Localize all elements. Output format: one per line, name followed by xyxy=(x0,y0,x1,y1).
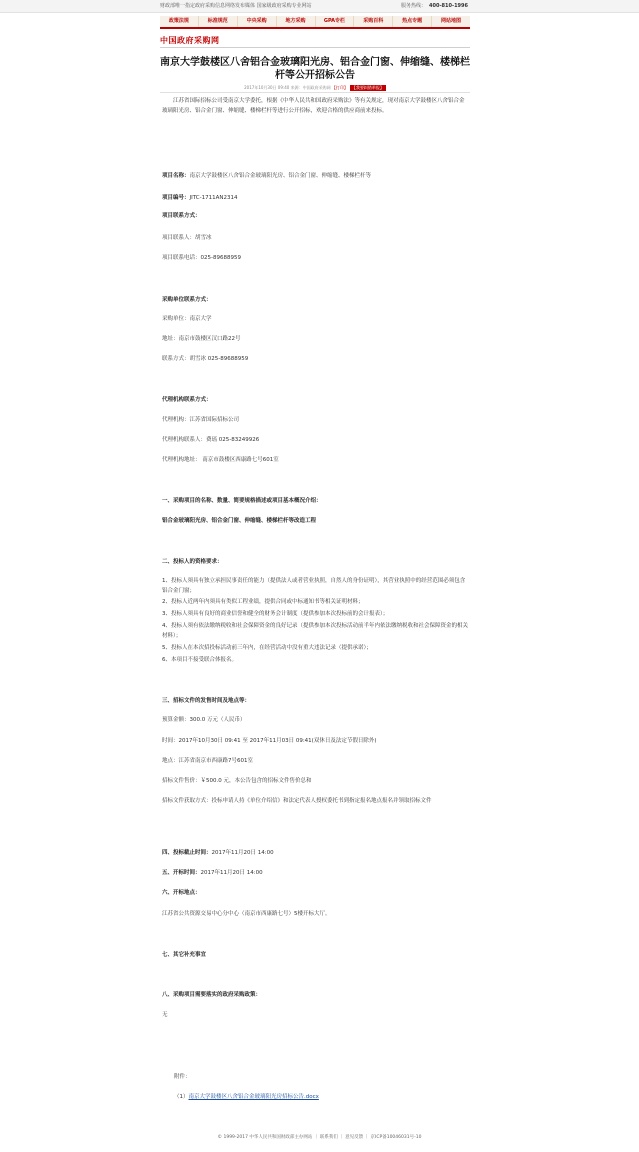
footer xyxy=(0,1134,639,1140)
footer-copyright: © 1999-2017 中华人民共和国财政部主办网站 ｜ xyxy=(217,1135,320,1140)
qualification-item: 5、投标人在本次招投标活动前三年内，在经营活动中没有重大违法记录（提供承诺）； xyxy=(162,645,372,651)
project-name-line xyxy=(162,171,371,181)
section-1-content: 铝合金玻璃阳光房、铝合金门窗、伸缩缝、楼梯栏杆等改造工程 xyxy=(162,518,317,524)
agency-address: 代理机构地址： 南京市鼓楼区西康路七号601室 xyxy=(162,457,279,463)
qualification-item: 1、投标人须具有独立承担民事责任的能力（提供法人或者营业执照，自然人的身份证明），其营业执照中的经营范围必须包含铝合金门窗； xyxy=(162,578,466,594)
project-no-value: JITC-1711AN2314 xyxy=(189,195,238,201)
intro-paragraph: 江苏省国际招标公司受南京大学委托，根据《中华人民共和国政府采购法》等有关规定，现对南京大学鼓楼区八舍铝合金玻璃阳光房、铝合金门窗、伸缩缝、楼梯栏杆等进行公开招标，欢迎合格的供应商前来投标。 xyxy=(162,98,465,114)
agency-name: 代理机构：江苏省国际招标公司 xyxy=(162,417,240,423)
feedback-link[interactable]: 意见反馈 xyxy=(345,1135,364,1140)
project-name-value: 南京大学鼓楼区八舍铝合金玻璃阳光房、铝合金门窗、伸缩缝、楼梯栏杆等 xyxy=(189,173,372,179)
attachment-link[interactable]: 南京大学鼓楼区八舍铝合金玻璃阳光房招标公告.docx xyxy=(188,1094,319,1100)
nav-item-policy[interactable]: 政策法规 xyxy=(160,16,199,27)
main-nav xyxy=(160,16,470,29)
section-3-heading: 三、招标文件的发售时间及地点等： xyxy=(162,698,251,704)
section-8-value: 无 xyxy=(162,1012,168,1018)
bid-deadline-line xyxy=(162,848,274,858)
print-link[interactable]: 【打印】 xyxy=(331,85,348,90)
contact-us-link[interactable]: 联系我们 xyxy=(319,1135,338,1140)
publish-info: 2017年10月30日 09:40 来源：中国政府采购网 xyxy=(244,85,332,90)
project-no-label: 项目编号： xyxy=(162,195,190,201)
hotline-label: 服务热线： xyxy=(401,3,427,9)
section-8-heading: 八、采购项目需要落实的政府采购政策： xyxy=(162,992,262,998)
attachment-label: 附件： xyxy=(174,1074,191,1080)
section-2-heading: 二、投标人的资格要求： xyxy=(162,559,223,565)
hotline-number: 400-810-1996 xyxy=(429,3,468,9)
opening-time-label: 五、开标时间： xyxy=(162,870,201,876)
project-contact-person: 项目联系人：胡雪冰 xyxy=(162,235,212,241)
article-meta xyxy=(160,85,470,91)
bid-deadline-label: 四、投标截止时间： xyxy=(162,850,212,856)
doc-method-line: 招标文件获取方式：投标申请人持《单位介绍信》和法定代表人授权委托书到指定报名地点报名并领取招标文件 xyxy=(162,798,432,804)
title-divider xyxy=(160,92,470,93)
opening-time-value: 2017年11月20日 14:00 xyxy=(200,870,263,876)
attachment-index: （1） xyxy=(174,1094,189,1100)
service-hotline xyxy=(401,2,468,9)
nav-item-gpa[interactable]: GPA专栏 xyxy=(316,16,355,27)
qualification-item: 4、投标人须有依法缴纳税收和社会保障资金的良好记录（提供参加本次投标活动前半年内依法缴纳税收和社会保障资金的相关材料）； xyxy=(162,623,469,639)
doc-price-line: 招标文件售价：￥500.0 元，本公告包含的招标文件售价总和 xyxy=(162,778,312,784)
logo-divider xyxy=(160,47,470,48)
sale-time-line: 时间：2017年10月30日 09:41 至 2017年11月03日 09:41(双休日及法定节假日除外) xyxy=(162,738,377,744)
project-no-line xyxy=(162,193,238,203)
section-6-heading: 六、开标地点： xyxy=(162,890,201,896)
qualification-item: 3、投标人须具有良好的商业信誉和健全的财务会计制度（提供参加本次投标前的会计报表）； xyxy=(162,611,389,617)
page-title: 南京大学鼓楼区八舍铝合金玻璃阳光房、铝合金门窗、伸缩缝、楼梯栏杆等公开招标公告 xyxy=(160,57,470,81)
agency-contact: 代理机构联系人：费瑶 025-83249926 xyxy=(162,437,260,443)
buyer-address: 地址：南京市鼓楼区汉口路22号 xyxy=(162,336,241,342)
nav-item-sitemap[interactable]: 网站地图 xyxy=(441,18,462,24)
project-contact-phone: 项目联系电话：025-89688959 xyxy=(162,255,241,261)
buyer-unit: 采购单位：南京大学 xyxy=(162,316,212,322)
footer-icp: ｜ 京ICP备10046031号-10 xyxy=(363,1135,422,1140)
bid-deadline-value: 2017年11月20日 14:00 xyxy=(211,850,274,856)
report-error-button[interactable]: 【我要纠错举报】 xyxy=(351,85,384,90)
project-contact-heading: 项目联系方式： xyxy=(162,213,201,219)
budget-line: 预算金额：300.0 万元（人民币） xyxy=(162,717,246,723)
nav-item-standards[interactable]: 标准规范 xyxy=(199,16,238,27)
sale-place-line: 地点：江苏省南京市西康路7号601室 xyxy=(162,758,253,764)
nav-item-topics[interactable]: 热点专题 xyxy=(393,16,432,27)
section-1-heading: 一、采购项目的名称、数量、简要规格描述或项目基本概况介绍： xyxy=(162,498,322,504)
attachment-line xyxy=(174,1092,319,1100)
section-7-heading: 七、其它补充事宜 xyxy=(162,952,207,958)
opening-place: 江苏省公共资源交易中心分中心（南京市西康路七号）5楼开标大厅。 xyxy=(162,911,331,917)
qualification-item: 2、投标人近两年内须具有类似工程业绩，提供合同或中标通知书等相关证明材料； xyxy=(162,599,364,605)
nav-item-local[interactable]: 地方采购 xyxy=(277,16,316,27)
footer-separator: ｜ xyxy=(337,1135,346,1140)
project-name-label: 项目名称： xyxy=(162,173,190,179)
opening-time-line xyxy=(162,868,263,878)
nav-item-wiki[interactable]: 采购百科 xyxy=(354,16,393,27)
buyer-heading: 采购单位联系方式： xyxy=(162,297,212,303)
top-bar xyxy=(0,0,639,13)
buyer-contact: 联系方式：胡雪冰 025-89688959 xyxy=(162,356,249,362)
site-slogan: 财政部唯一指定政府采购信息网络发布媒体 国家级政府采购专业网站 xyxy=(160,3,312,9)
nav-item-central[interactable]: 中央采购 xyxy=(238,16,277,27)
site-logo[interactable]: 中国政府采购网 xyxy=(160,36,220,45)
qualification-item: 6、本项目不接受联合体报名。 xyxy=(162,657,238,663)
agency-heading: 代理机构联系方式： xyxy=(162,397,212,403)
